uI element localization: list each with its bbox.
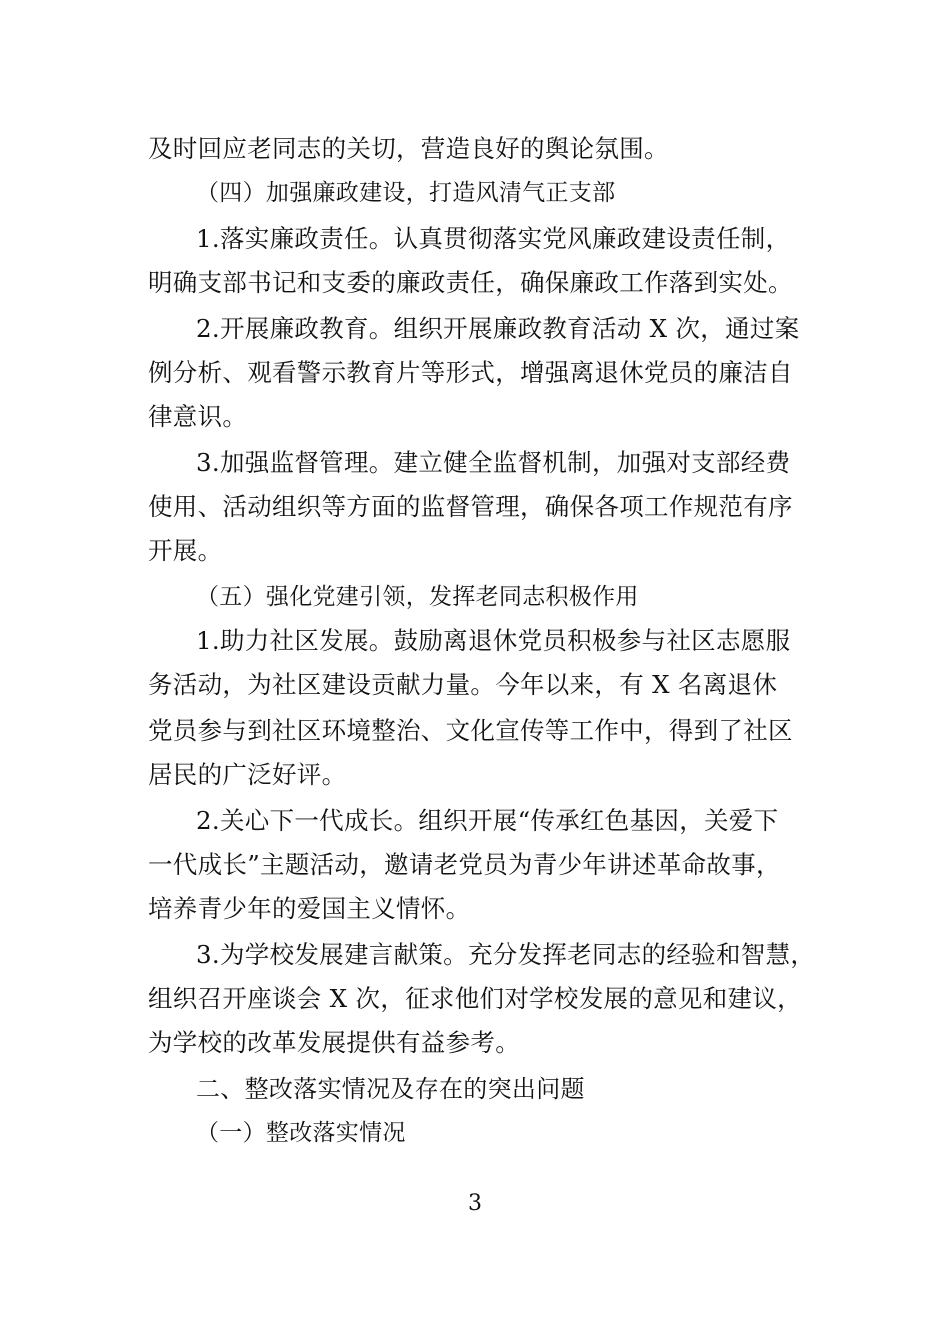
paragraph-line: 2.关心下一代成长。组织开展“传承红色基因，关爱下 (196, 806, 779, 835)
paragraph-line: 使用、活动组织等方面的监督管理，确保各项工作规范有序 (148, 492, 793, 521)
paragraph-line: 1.助力社区发展。鼓励离退休党员积极参与社区志愿服 (196, 626, 791, 655)
paragraph-line: 组织召开座谈会 X 次，征求他们对学校发展的意见和建议， (148, 984, 802, 1013)
paragraph-line: 例分析、观看警示教育片等形式，增强离退休党员的廉洁自 (148, 358, 793, 387)
paragraph-line: 3.为学校发展建言献策。充分发挥老同志的经验和智慧， (196, 940, 816, 969)
paragraph-line: 一代成长”主题活动，邀请老党员为青少年讲述革命故事， (148, 850, 781, 879)
subsection-heading: （一）整改落实情况 (196, 1120, 406, 1146)
paragraph-line: 3.加强监督管理。建立健全监督机制，加强对支部经费 (196, 448, 791, 477)
paragraph-line: 开展。 (148, 536, 223, 565)
paragraph-line: 为学校的改革发展提供有益参考。 (148, 1028, 520, 1057)
paragraph-line: 务活动，为社区建设贡献力量。今年以来，有 X 名离退休 (148, 670, 778, 699)
paragraph-line: 1.落实廉政责任。认真贯彻落实党风廉政建设责任制， (196, 224, 791, 253)
paragraph-line: 2.开展廉政教育。组织开展廉政教育活动 X 次，通过案 (196, 314, 800, 343)
paragraph-line: 及时回应老同志的关切，营造良好的舆论氛围。 (148, 134, 669, 163)
subsection-heading: （四）加强廉政建设，打造风清气正支部 (196, 180, 616, 206)
paragraph-line: 明确支部书记和支委的廉政责任，确保廉政工作落到实处。 (148, 268, 793, 297)
paragraph-line: 律意识。 (148, 402, 248, 431)
paragraph-line: 居民的广泛好评。 (148, 760, 347, 789)
paragraph-line: 党员参与到社区环境整治、文化宣传等工作中，得到了社区 (148, 716, 793, 745)
subsection-heading: （五）强化党建引领，发挥老同志积极作用 (196, 584, 639, 610)
section-heading: 二、整改落实情况及存在的突出问题 (196, 1075, 585, 1103)
page-number: 3 (468, 1191, 482, 1216)
paragraph-line: 培养青少年的爱国主义情怀。 (148, 894, 471, 923)
